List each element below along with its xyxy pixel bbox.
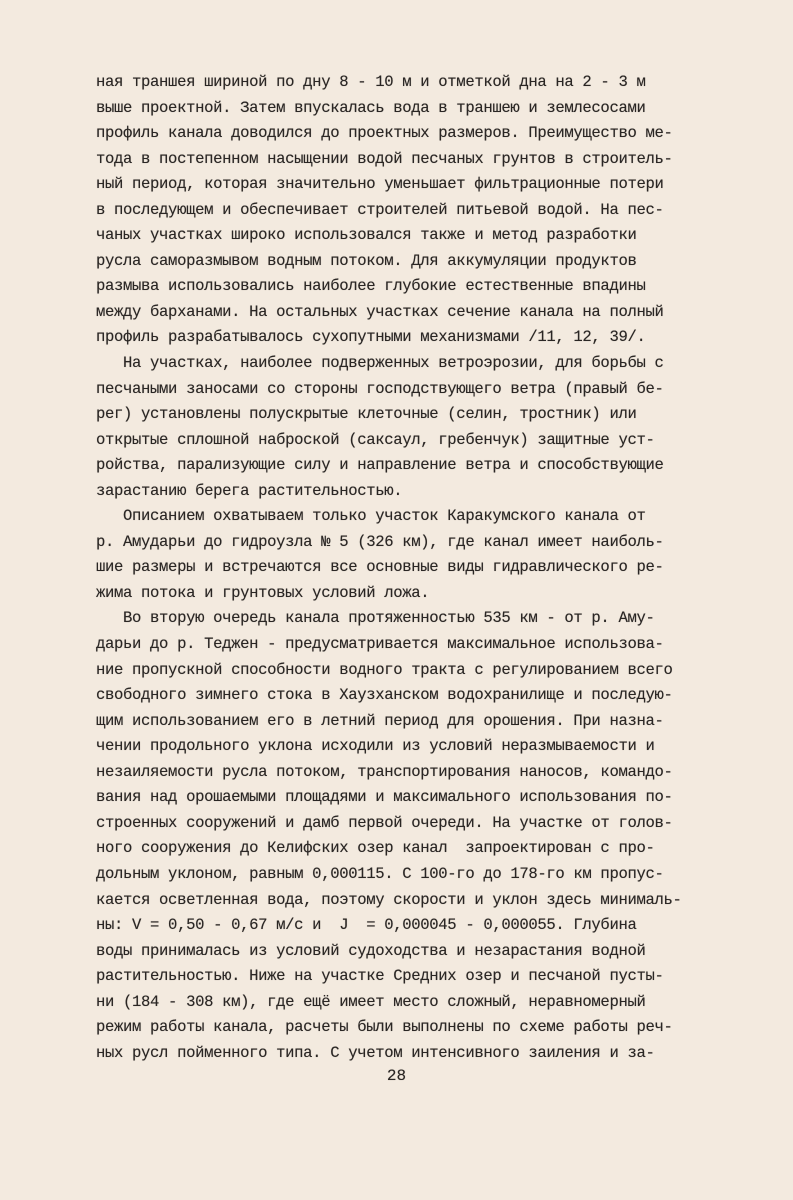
text-line: растительностью. Ниже на участке Средних озер и песчаной пусты- <box>96 967 664 986</box>
text-line: тода в постепенном насыщении водой песчаных грунтов в строитель- <box>96 149 673 168</box>
text-line: кается осветленная вода, поэтому скорости и уклон здесь минималь- <box>96 890 682 909</box>
text-line: свободного зимнего стока в Хаузханском водохранилище и последую- <box>96 686 673 705</box>
text-line: незаиляемости русла потоком, транспортирования наносов, командо- <box>96 762 673 781</box>
text-line: зарастанию берега растительностью. <box>96 481 403 500</box>
text-line: строенных сооружений и дамб первой очереди. На участке от голов- <box>96 813 673 832</box>
text-line: воды принималась из условий судоходства и незарастания водной <box>96 941 646 960</box>
text-line: режим работы канала, расчеты были выполнены по схеме работы реч- <box>96 1018 673 1037</box>
text-line: чаных участках широко использовался также и метод разработки <box>96 226 637 245</box>
text-line: в последующем и обеспечивает строителей питьевой водой. На пес- <box>96 200 664 219</box>
text-line: ных русл пойменного типа. С учетом интенсивного заиления и за- <box>96 1043 655 1062</box>
text-line: ного сооружения до Келифских озер канал запроектирован с про- <box>96 839 655 858</box>
text-line: чении продольного уклона исходили из условий неразмываемости и <box>96 737 655 756</box>
body-text <box>96 70 776 1066</box>
text-line: Описанием охватываем только участок Каракумского канала от <box>96 507 646 526</box>
text-line: ройства, парализующие силу и направление ветра и способствующие <box>96 456 664 475</box>
text-line: дарьи до р. Теджен - предусматривается максимальное использова- <box>96 635 664 654</box>
text-line: выше проектной. Затем впускалась вода в траншею и землесосами <box>96 98 646 117</box>
text-line: ный период, которая значительно уменьшает фильтрационные потери <box>96 175 664 194</box>
text-line: р. Амударьи до гидроузла № 5 (326 км), где канал имеет наиболь- <box>96 532 664 551</box>
text-line: профиль канала доводился до проектных размеров. Преимущество ме- <box>96 124 673 143</box>
text-line: жима потока и грунтовых условий ложа. <box>96 583 430 602</box>
text-line: между барханами. На остальных участках сечение канала на полный <box>96 302 664 321</box>
text-line: ны: V = 0,50 - 0,67 м/с и J = 0,000045 - 0,000055. Глубина <box>96 916 637 935</box>
text-line: вания над орошаемыми площадями и максимального использования по- <box>96 788 673 807</box>
text-line: дольным уклоном, равным 0,000115. С 100-го до 178-го км пропус- <box>96 864 664 883</box>
text-line: На участках, наиболее подверженных ветроэрозии, для борьбы с <box>96 354 664 373</box>
text-line: открытые сплошной наброской (саксаул, гребенчук) защитные уст- <box>96 430 655 449</box>
text-line: песчаными заносами со стороны господствующего ветра (правый бе- <box>96 379 664 398</box>
text-line: размыва использовались наиболее глубокие естественные впадины <box>96 277 646 296</box>
text-line: рег) установлены полускрытые клеточные (селин, тростник) или <box>96 405 637 424</box>
text-line: ние пропускной способности водного тракта с регулированием всего <box>96 660 673 679</box>
text-line: ни (184 - 308 км), где ещё имеет место сложный, неравномерный <box>96 992 646 1011</box>
text-line: щим использованием его в летний период для орошения. При назна- <box>96 711 664 730</box>
text-line: шие размеры и встречаются все основные виды гидравлического ре- <box>96 558 664 577</box>
text-line: Во вторую очередь канала протяженностью 535 км - от р. Аму- <box>96 609 655 628</box>
page-number: 28 <box>386 1067 407 1085</box>
text-line: профиль разрабатывалось сухопутными механизмами /11, 12, 39/. <box>96 328 646 347</box>
text-line: русла саморазмывом водным потоком. Для аккумуляции продуктов <box>96 251 637 270</box>
text-line: ная траншея шириной по дну 8 - 10 м и отметкой дна на 2 - 3 м <box>96 73 646 91</box>
